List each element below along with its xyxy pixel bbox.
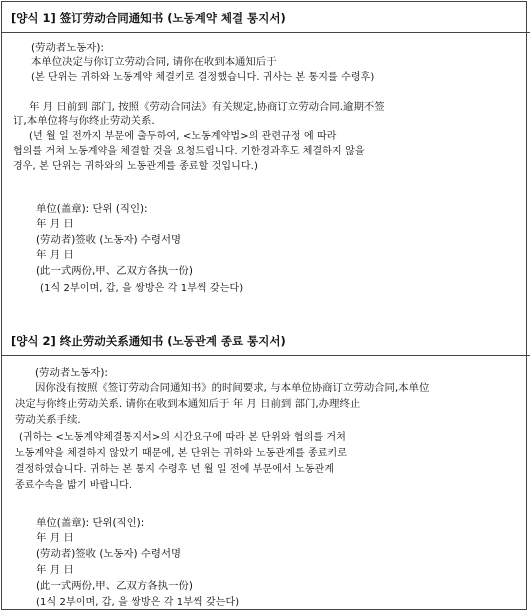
form2-receipt-line: (劳动者)签收 (노동자) 수령서명 [36, 548, 182, 560]
form1-line: 本单位决定与你订立劳动合同, 请你在收到本通知后于 [31, 56, 277, 68]
form2-line: 노동계약을 체결하지 않았기 때문에, 본 단위는 귀하와 노동관계를 종료키로 [15, 448, 348, 459]
form2-date-line: 年 月 日 [36, 532, 74, 544]
form1-line: (본 단위는 귀하와 노동계약 체결키로 결정했습니다. 귀사는 본 통지를 수령후) [31, 72, 375, 83]
form2-section [11, 326, 525, 612]
form1-receipt-line: (劳动者)签收 (노동자) 수령서명 [36, 234, 182, 246]
form1-title-divider [2, 32, 530, 33]
form1-line: 年 月 日前到 部门, 按照《劳动合同法》有关规定,协商订立劳动合同.逾期不签 [29, 101, 385, 113]
form1-date-line: 年 月 日 [36, 218, 74, 230]
form1-seal-line: 单位(盖章): 단위 (직인): [36, 203, 148, 215]
form2-addressee: (劳动者노동자): [35, 367, 108, 379]
document-frame [1, 1, 527, 610]
form1-copies-line: (此一式两份,甲、乙双方各执一份) [36, 265, 193, 277]
form2-date-line: 年 月 日 [36, 564, 74, 576]
form1-title: [양식 1] 签订劳动合同通知书 (노동계약 체결 통지서) [11, 11, 286, 25]
form2-title: [양식 2] 终止劳动关系通知书 (노동관계 종료 통지서) [11, 334, 286, 348]
form1-line: 경우, 본 단위는 귀하와의 노동관계를 종료할 것입니다.) [13, 161, 258, 172]
form1-addressee: (劳动者노동자): [31, 42, 104, 54]
form2-line: 因你没有按照《签订劳动合同通知书》的时间要求, 与本单位协商订立劳动合同,本单位 [35, 382, 430, 394]
form2-line: 결정하였습니다. 귀하는 본 통지 수령후 년 월 일 전에 부문에서 노동관계 [15, 464, 335, 475]
form2-copies-line: (1식 2부이며, 갑, 을 쌍방은 각 1부씩 갖는다) [36, 597, 240, 608]
form2-line: 劳动关系手续. [15, 414, 81, 426]
form1-date-line: 年 月 日 [36, 249, 74, 261]
form1-copies-line: (1식 2부이며, 갑, 을 쌍방은 각 1부씩 갖는다) [40, 283, 244, 294]
form2-line: (귀하는 <노동계약체결통지서>의 시간요구에 따라 본 단위와 협의를 거쳐 [19, 432, 346, 443]
form2-copies-line: (此一式两份,甲、乙双方各执一份) [36, 580, 193, 592]
form1-section [11, 3, 525, 311]
form2-seal-line: 单位(盖章): 단위(직인): [36, 517, 145, 529]
form1-line: 订,本单位将与你终止劳动关系. [13, 115, 155, 127]
form2-line: 决定与你终止劳动关系. 请你在收到本通知后于 年 月 日前到 部门,办理终止 [15, 398, 361, 410]
form2-line: 종료수속을 밟기 바랍니다. [15, 480, 133, 491]
form2-title-divider [2, 355, 530, 356]
form1-line: (년 월 일 전까지 부문에 출두하여, <노동계약법>의 관련규정 에 따라 [29, 131, 337, 142]
form1-line: 협의를 거쳐 노동계약을 체결할 것을 요청드립니다. 기한경과후도 체결하지 않을 [13, 146, 365, 157]
